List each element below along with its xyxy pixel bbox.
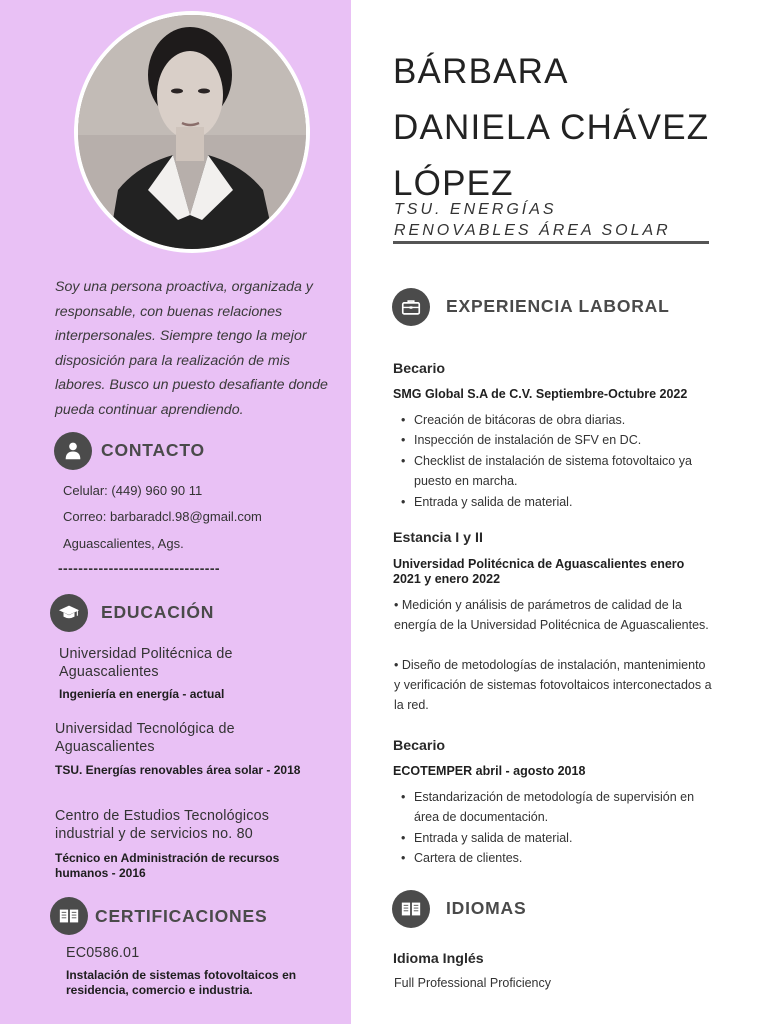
portrait-image	[78, 15, 306, 249]
contact-phone: Celular: (449) 960 90 11	[63, 483, 203, 498]
list-item: • Checklist de instalación de sistema fotovoltaico ya puesto en marcha.	[414, 451, 714, 492]
education-degree: Técnico en Administración de recursos humanos - 2016	[55, 851, 280, 880]
briefcase-icon	[392, 288, 430, 326]
list-item: • Entrada y salida de material.	[414, 828, 714, 848]
list-item: • Creación de bitácoras de obra diarias.	[414, 410, 714, 430]
job-bullet-list	[414, 787, 714, 869]
list-item: • Inspección de instalación de SFV en DC.	[414, 430, 714, 450]
list-item: • Entrada y salida de material.	[414, 492, 714, 512]
job-description: • Medición y análisis de parámetros de calidad de la energía de la Universidad Politécnica de Aguascalientes.	[394, 598, 709, 632]
job-title: Becario	[393, 738, 446, 754]
name-line: DANIELA CHÁVEZ	[393, 108, 710, 147]
list-item: • Estandarización de metodología de supervisión en área de documentación.	[414, 787, 714, 828]
certification-code: EC0586.01	[66, 945, 140, 961]
education-degree: Ingeniería en energía - actual	[59, 687, 225, 701]
profile-photo	[74, 11, 310, 253]
education-heading: EDUCACIÓN	[101, 602, 215, 622]
job-bullet-list	[414, 410, 714, 512]
education-school: Universidad Politécnica de Aguascalientes	[59, 646, 233, 680]
education-school: Universidad Tecnológica de Aguascalientes	[55, 721, 235, 755]
job-organization: SMG Global S.A de C.V. Septiembre-Octubre 2022	[393, 387, 688, 401]
education-degree: TSU. Energías renovables área solar - 2018	[55, 763, 301, 777]
certifications-heading: CERTIFICACIONES	[95, 906, 268, 926]
list-item: • Cartera de clientes.	[414, 848, 714, 868]
name-line: LÓPEZ	[393, 164, 514, 203]
subtitle-line: TSU. ENERGÍAS	[394, 201, 557, 218]
graduation-cap-icon	[50, 594, 88, 632]
job-title: Becario	[393, 361, 446, 377]
job-subtitle	[394, 200, 714, 241]
job-description: • Diseño de metodologías de instalación, mantenimiento y verificación de sistemas fotovoltaicos interconectados a la red.	[394, 658, 712, 712]
contact-heading: CONTACTO	[101, 440, 205, 460]
contact-location: Aguascalientes, Ags.	[63, 536, 184, 551]
subtitle-line: RENOVABLES ÁREA SOLAR	[394, 221, 671, 239]
job-organization: Universidad Politécnica de Aguascalientes enero 2021 y enero 2022	[393, 557, 685, 586]
name-line: BÁRBARA	[393, 52, 569, 91]
job-title: Estancia I y II	[393, 530, 483, 546]
user-icon	[54, 432, 92, 470]
full-name	[393, 44, 753, 212]
education-school: Centro de Estudios Tecnológicos industrial y de servicios no. 80	[55, 808, 270, 842]
language-name: Idioma Inglés	[393, 951, 484, 967]
about-text: Soy una persona proactiva, organizada y responsable, con buenas relaciones interpersonales. Siempre tengo la mejor disposición para la realización de mis labores. Busco un puesto desafiante donde pueda continuar aprendiendo.	[55, 279, 328, 418]
book-icon	[392, 890, 430, 928]
contact-email[interactable]: Correo: barbaradcl.98@gmail.com	[63, 509, 262, 524]
book-icon	[50, 897, 88, 935]
languages-heading: IDIOMAS	[446, 898, 527, 918]
certification-description: Instalación de sistemas fotovoltaicos en residencia, comercio e industria.	[66, 968, 297, 997]
divider: --------------------------------	[58, 560, 220, 576]
experience-heading: EXPERIENCIA LABORAL	[446, 296, 670, 316]
language-level: Full Professional Proficiency	[394, 976, 552, 990]
subtitle-underline	[393, 241, 709, 244]
job-organization: ECOTEMPER abril - agosto 2018	[393, 764, 586, 778]
